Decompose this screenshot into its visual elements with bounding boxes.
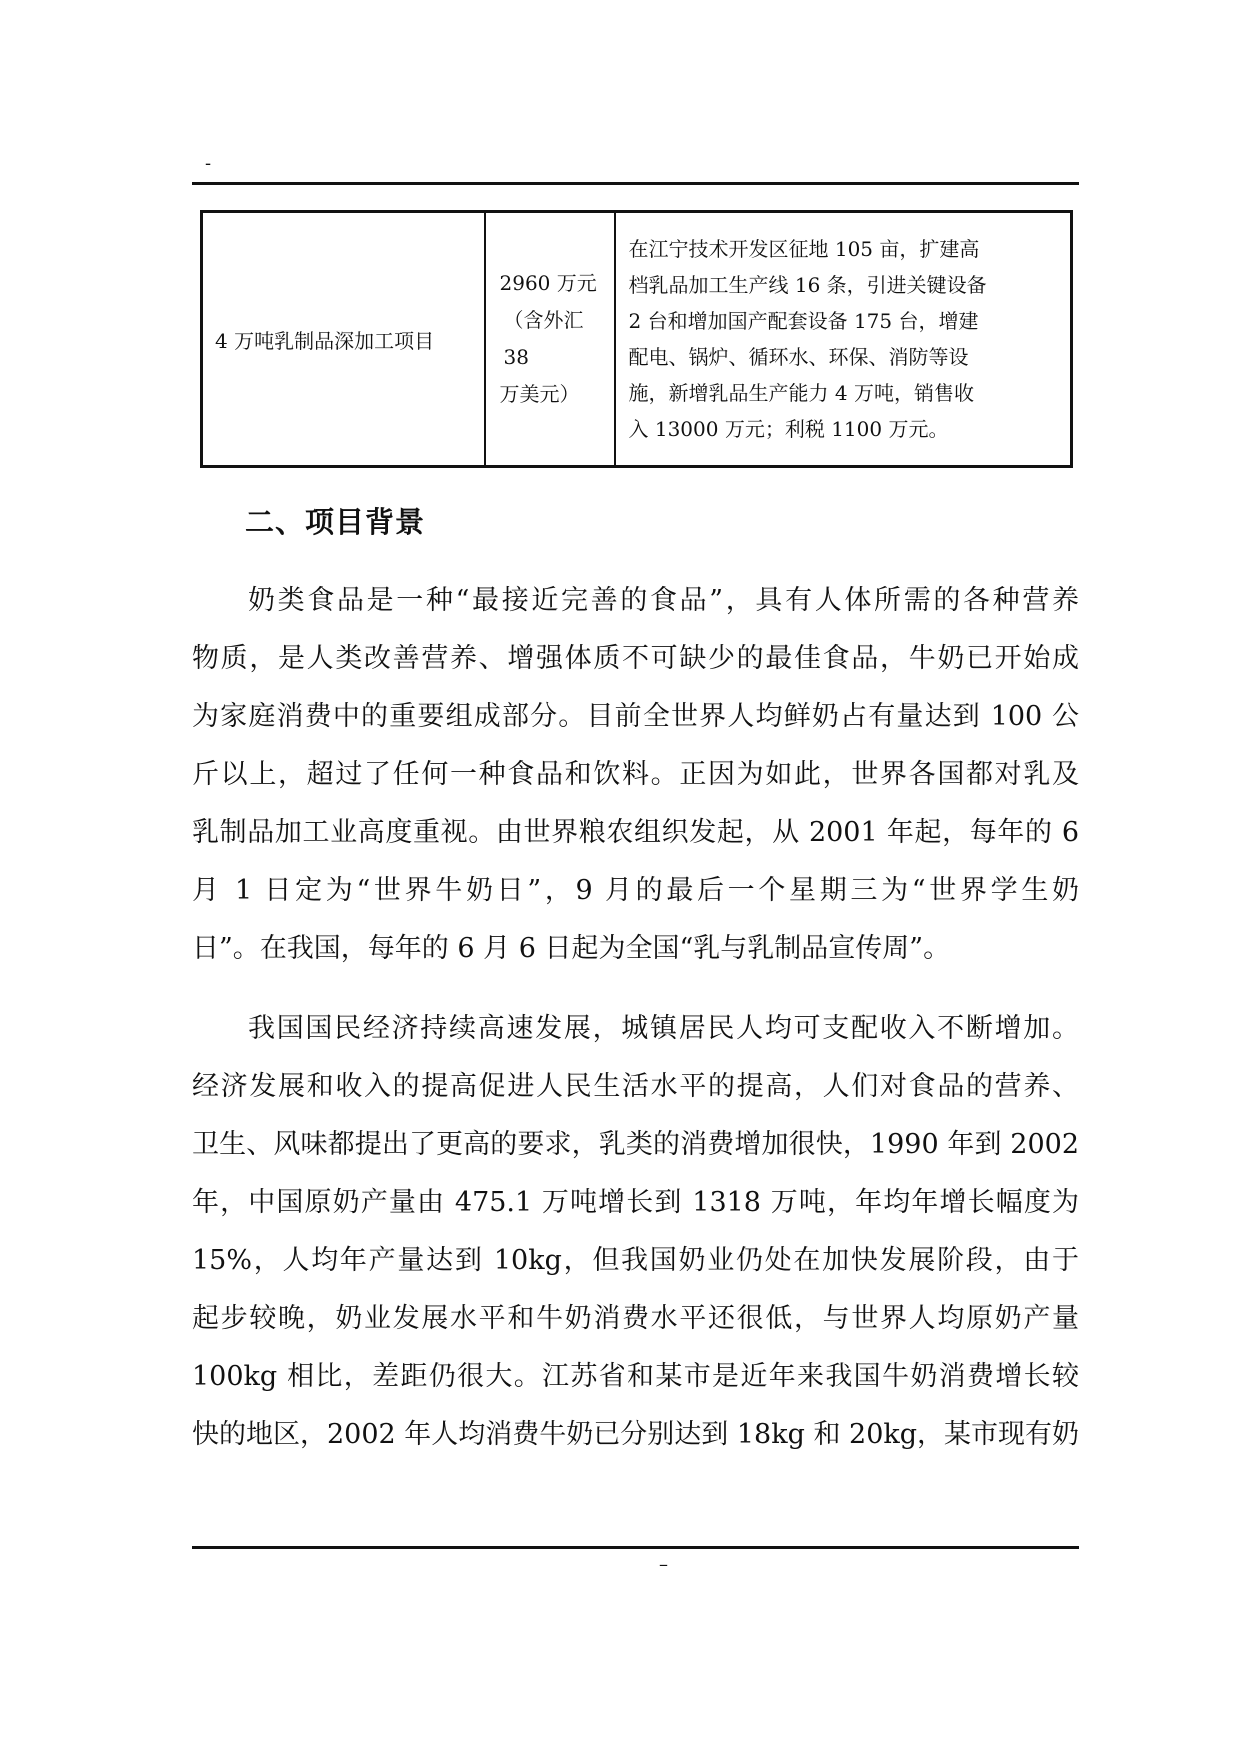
paragraph-line: 奶类食品是一种“最接近完善的食品”，具有人体所需的各种营养 [248,585,1079,616]
content-line: 档乳品加工生产线 16 条，引进关键设备 [628,273,987,297]
content-line: 2 台和增加国产配套设备 175 台，增建 [628,309,979,333]
content-line: 配电、锅炉、循环水、环保、消防等设 [628,345,969,369]
paragraph-line: 卫生、风味都提出了更高的要求，乳类的消费增加很快，1990 年到 2002 [192,1129,1079,1160]
paragraph-line: 年，中国原奶产量由 475.1 万吨增长到 1318 万吨，年均年增长幅度为 [192,1187,1079,1218]
paragraph-line: 月 1 日定为“世界牛奶日”，9 月的最后一个星期三为“世界学生奶 [192,875,1079,906]
paragraph-line: 经济发展和收入的提高促进人民生活水平的提高，人们对食品的营养、 [192,1071,1079,1102]
header-rule [192,182,1079,185]
paragraph-line: 日”。在我国，每年的 6 月 6 日起为全国“乳与乳制品宣传周”。 [192,933,951,964]
paragraph-line: 快的地区，2002 年人均消费牛奶已分别达到 18kg 和 20kg，某市现有奶 [192,1419,1080,1450]
header-mark: - [205,153,212,174]
paragraph-dairy-food [192,572,1079,978]
footer-mark: – [659,1554,668,1575]
investment-line: 万美元） [499,382,580,406]
content-line: 入 13000 万元；利税 1100 万元。 [628,417,949,441]
paragraph-line: 斤以上，超过了任何一种食品和饮料。正因为如此，世界各国都对乳及 [192,759,1079,790]
paragraph-line: 乳制品加工业高度重视。由世界粮农组织发起，从 2001 年起，每年的 6 [192,817,1079,848]
paragraph-line: 15%，人均年产量达到 10kg，但我国奶业仍处在加快发展阶段，由于 [192,1245,1079,1276]
content-line: 施，新增乳品生产能力 4 万吨，销售收 [628,381,974,405]
investment-cell [485,212,615,467]
content-line: 在江宁技术开发区征地 105 亩，扩建高 [628,237,980,261]
paragraph-line: 100kg 相比，差距仍很大。江苏省和某市是近年来我国牛奶消费增长较 [192,1361,1079,1392]
investment-line: （含外汇 38 [503,308,584,369]
paragraph-line: 起步较晚，奶业发展水平和牛奶消费水平还很低，与世界人均原奶产量 [192,1303,1079,1334]
construction-content-cell [615,212,1072,467]
investment-line: 2960 万元 [499,271,597,295]
paragraph-line: 我国国民经济持续高速发展，城镇居民人均可支配收入不断增加。 [248,1013,1079,1044]
footer-rule [192,1546,1079,1549]
paragraph-line: 为家庭消费中的重要组成部分。目前全世界人均鲜奶占有量达到 100 公 [192,701,1079,732]
section-heading: 二、项目背景 [245,505,426,539]
project-table [200,210,1073,468]
paragraph-line: 物质，是人类改善营养、增强体质不可缺少的最佳食品，牛奶已开始成 [192,643,1079,674]
table-row [202,212,1072,467]
project-name-cell [202,212,485,467]
project-name: 4 万吨乳制品深加工项目 [215,328,435,353]
paragraph-economy [192,1000,1079,1464]
